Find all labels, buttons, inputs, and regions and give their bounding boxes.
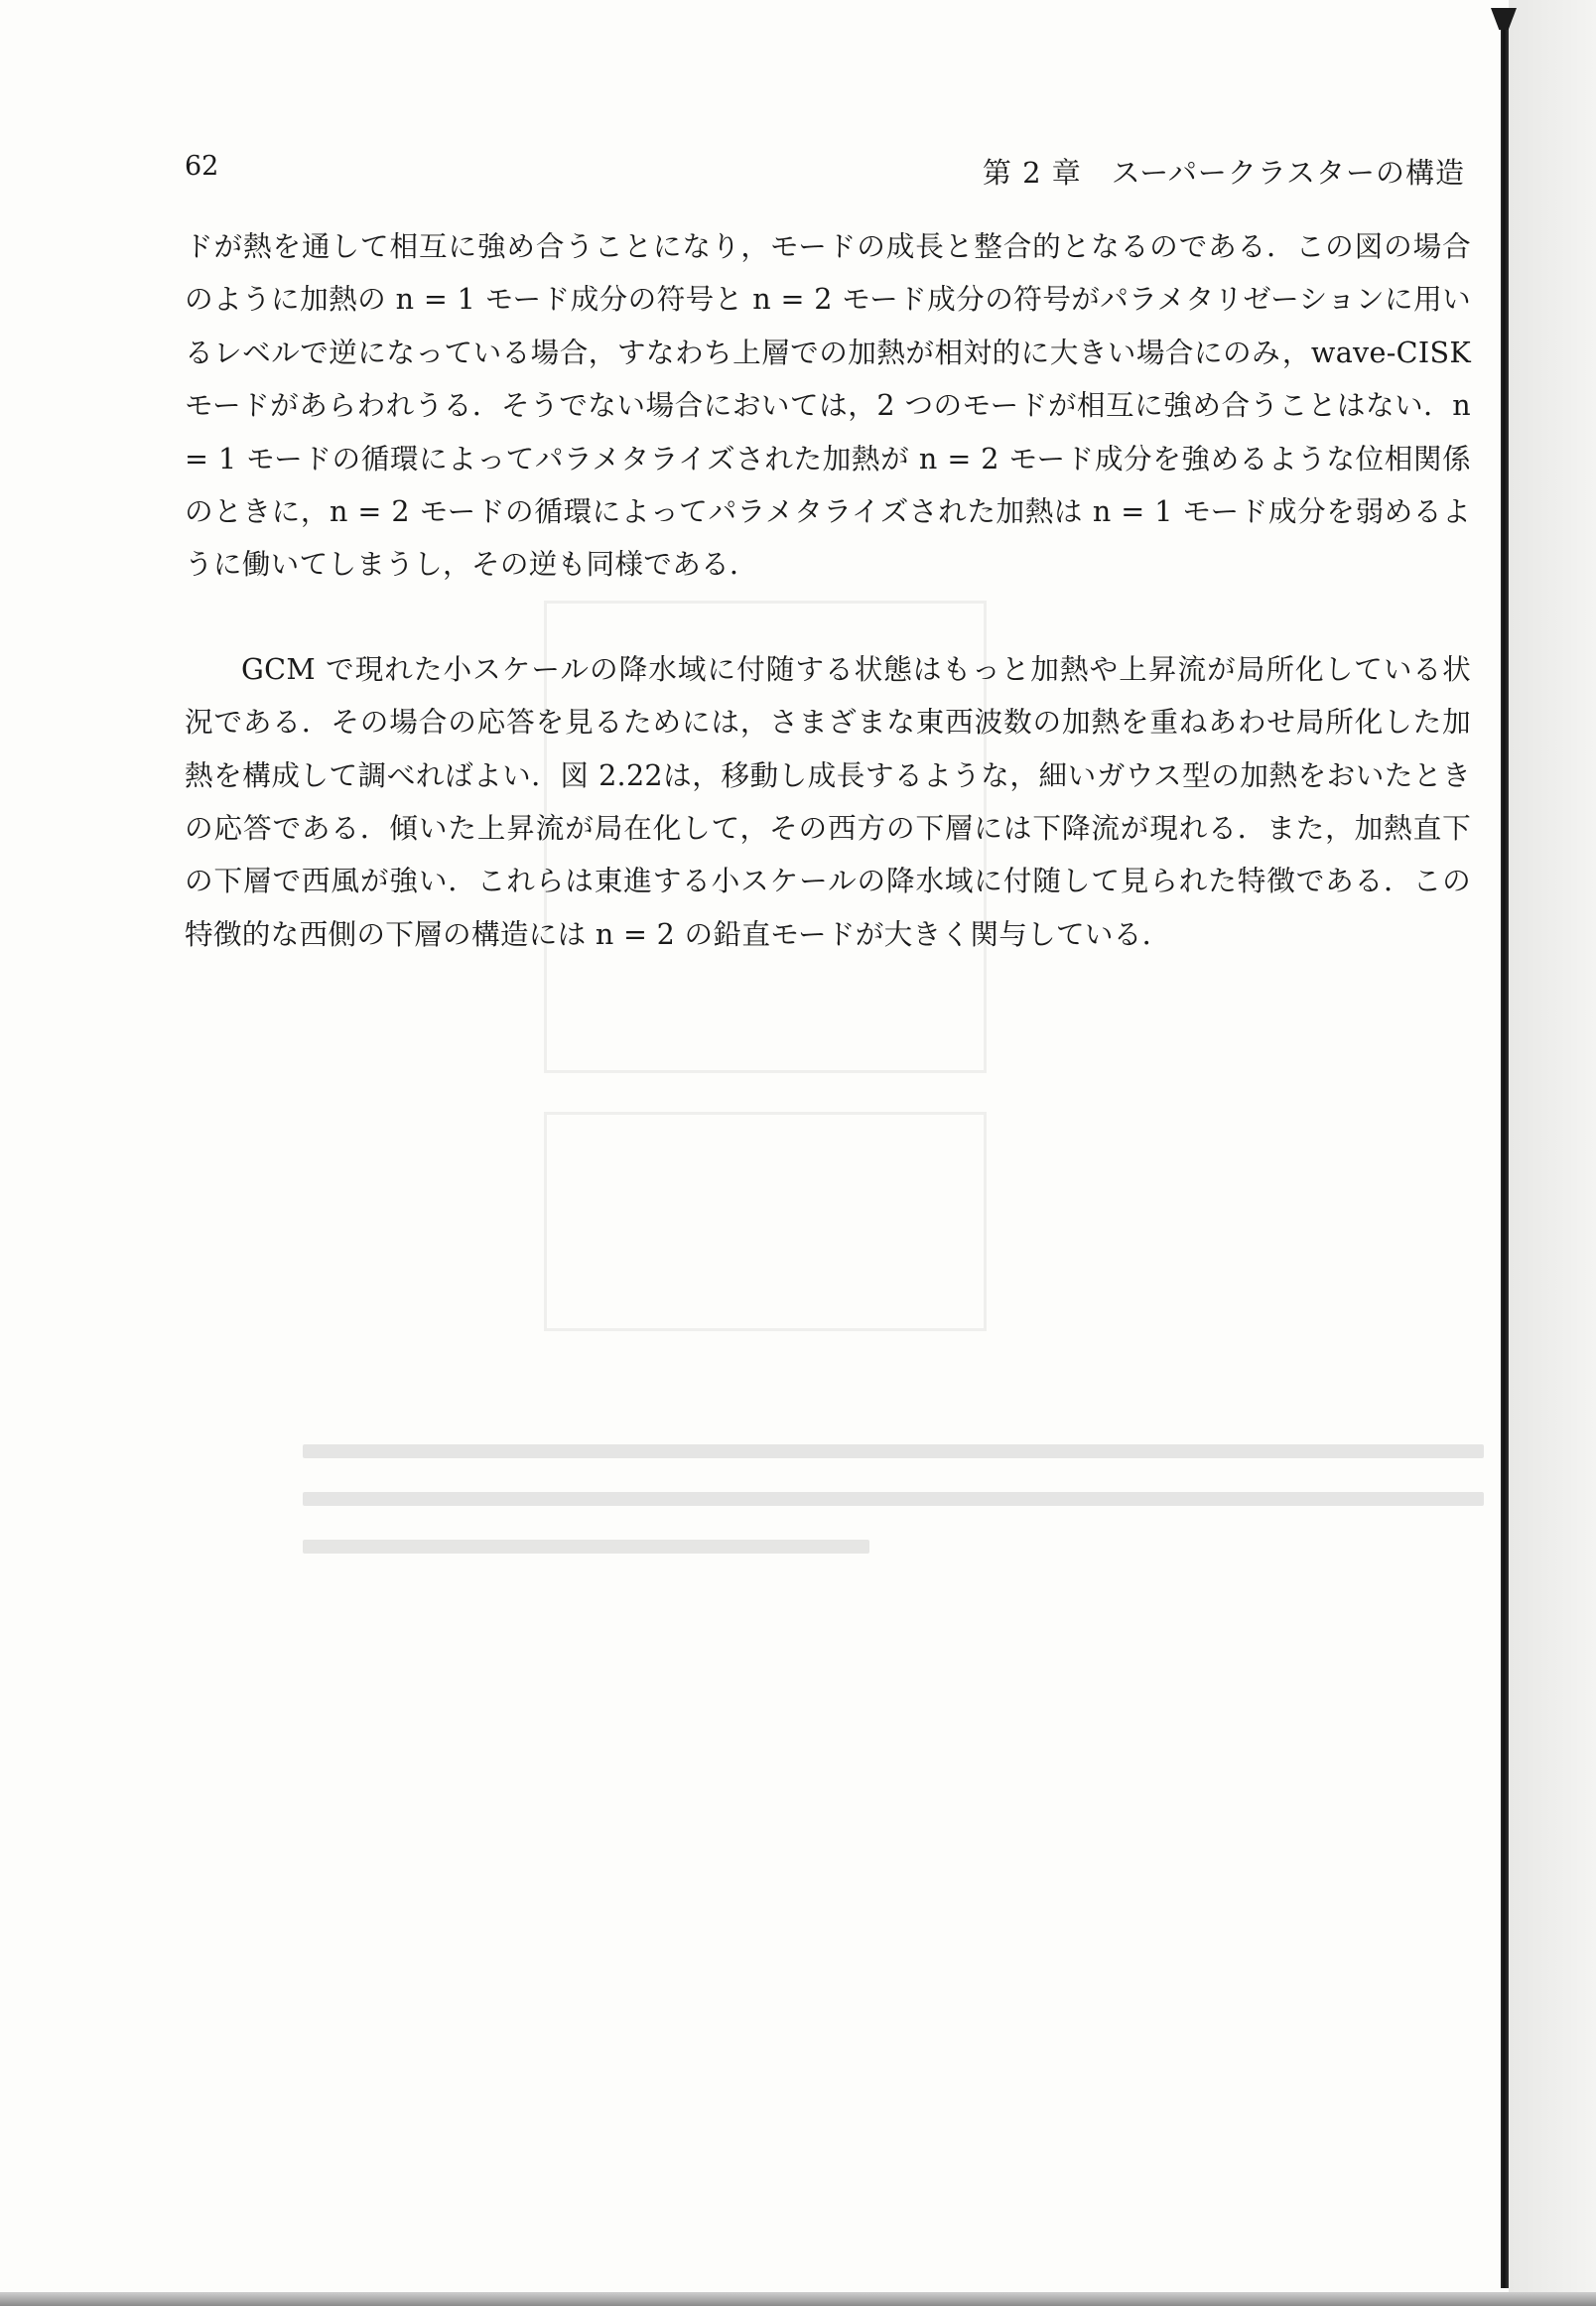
body-text: [185, 220, 1471, 961]
bleed-through-caption: [303, 1444, 1484, 1603]
paragraph-2: GCM で現れた小スケールの降水域に付随する状態はもっと加熱や上昇流が局所化している状況である．その場合の応答を見るためには，さまざまな東西波数の加熱を重ねあわせ局所化した加熱を構成して調べればよい．図 2.22は，移動し成長するような，細いガウス型の加熱をおいたときの応答である．傾いた上昇流が局在化して，その西方の下層には下降流が現れる．また，加熱直下の下層で西風が強い．これらは東進する小スケールの降水域に付随して見られた特徴である．この特徴的な西側の下層の構造には n = 2 の鉛直モードが大きく関与している．: [185, 651, 1471, 951]
binding-edge: [1501, 10, 1509, 2288]
right-page-margin: [1509, 0, 1596, 2306]
running-head: 第 2 章 スーパークラスターの構造: [982, 156, 1465, 190]
page-number: 62: [185, 151, 219, 182]
paragraph-1: ドが熱を通して相互に強め合うことになり，モードの成長と整合的となるのである．この図の場合のように加熱の n = 1 モード成分の符号と n = 2 モード成分の符号がパラメタリゼーションに用いるレベルで逆になっている場合，すなわち上層での加熱が相対的に大きい場合にのみ，wave-CISK モードがあらわれうる．そうでない場合においては，2 つのモードが相互に強め合うことはない．n = 1 モードの循環によってパラメタライズされた加熱が n = 2 モード成分を強めるような位相関係のときに，n = 2 モードの循環によってパラメタライズされた加熱は n = 1 モード成分を弱めるように働いてしまうし，その逆も同様である．: [185, 229, 1471, 582]
page-header: [185, 151, 1465, 191]
bleed-through-figure-frame-lower: [544, 1112, 987, 1331]
bottom-page-edge: [0, 2292, 1596, 2306]
